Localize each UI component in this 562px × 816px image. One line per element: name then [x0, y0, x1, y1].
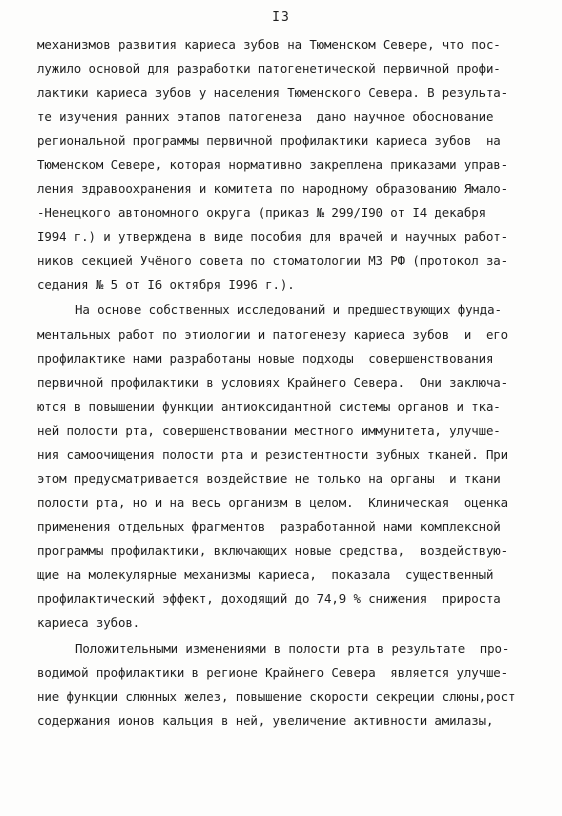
text-line: кариеса зубов. [37, 615, 141, 630]
text-line: -Ненецкого автономного округа (приказ № 299/I90 от I4 декабря [37, 205, 486, 220]
text-line: первичной профилактики в условиях Крайнего Севера. Они заключа- [37, 375, 509, 390]
text-line: содержания ионов кальция в ней, увеличение активности амилазы, [37, 713, 494, 728]
text-line: На основе собственных исследований и предшествующих фунда- [75, 302, 502, 317]
text-line: применения отдельных фрагментов разработанной нами комплексной [37, 519, 501, 534]
text-line: профилактический эффект, доходящий до 74,9 % снижения прироста [37, 591, 501, 606]
text-line: Положительными изменениями в полости рта в результате про- [75, 641, 510, 656]
text-line: ников секцией Учёного совета по стоматологии МЗ РФ (протокол за- [37, 253, 509, 268]
text-line: седания № 5 от I6 октября I996 г.). [37, 277, 295, 292]
text-line: водимой профилактики в регионе Крайнего Севера является улучше- [37, 665, 509, 680]
text-line: лактики кариеса зубов у населения Тюменского Севера. В результа- [37, 85, 509, 100]
text-line: механизмов развития кариеса зубов на Тюменском Севере, что пос- [37, 37, 501, 52]
text-line: ния самоочищения полости рта и резистентности зубных тканей. При [37, 447, 509, 462]
text-line: этом предусматривается воздействие не только на органы и ткани [37, 471, 501, 486]
text-line: ются в повышении функции антиоксидантной системы органов и тка- [37, 399, 501, 414]
text-line: полости рта, но и на весь организм в целом. Клиническая оценка [37, 495, 509, 510]
text-line: ние функции слюнных желез, повышение скорости секреции слюны,рост [37, 689, 516, 704]
text-line: лужило основой для разработки патогенетической первичной профи- [37, 61, 501, 76]
text-line: Тюменском Севере, которая нормативно закреплена приказами управ- [37, 157, 509, 172]
text-line: ней полости рта, совершенствовании местного иммунитета, улучше- [37, 423, 501, 438]
text-line: региональной программы первичной профилактики кариеса зубов на [37, 133, 501, 148]
page-number: I3 [272, 10, 290, 25]
text-line: щие на молекулярные механизмы кариеса, показала существенный [37, 567, 494, 582]
text-line: профилактике нами разработаны новые подходы совершенствования [37, 351, 494, 366]
text-line: ментальных работ по этиологии и патогенезу кариеса зубов и его [37, 327, 509, 342]
text-line: I994 г.) и утверждена в виде пособия для врачей и научных работ- [37, 229, 509, 244]
text-line: те изучения ранних этапов патогенеза дано научное обоснование [37, 109, 494, 124]
text-line: программы профилактики, включающих новые средства, воздействую- [37, 543, 509, 558]
text-line: ления здравоохранения и комитета по народному образованию Ямало- [37, 181, 509, 196]
